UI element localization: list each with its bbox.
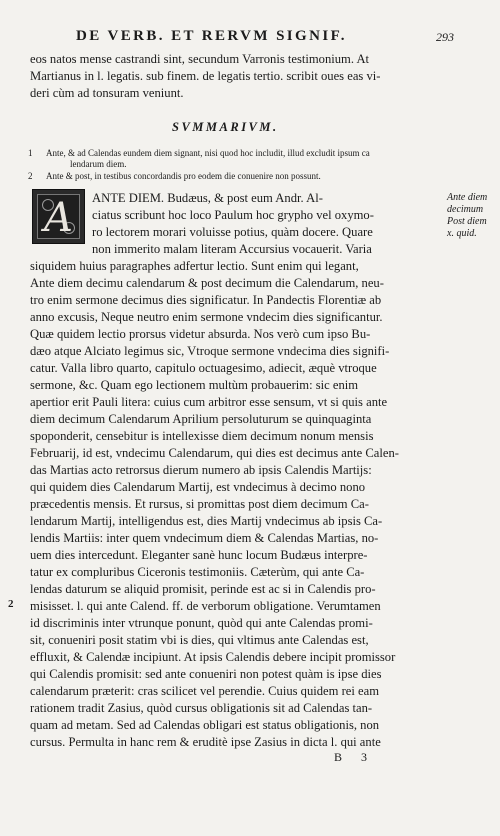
text-line: lendas daturum se aliquid promisit, perinde est ac si in Calendis pro- — [30, 582, 376, 596]
text-line: misisset. l. qui ante Calend. ff. de verborum obligatione. Verumtamen — [30, 599, 381, 613]
text-line: id discriminis inter vtrunque ponunt, quòd qui ante Calendas promi- — [30, 616, 373, 630]
text-line: spoponderit, censebitur is intellexisse diem decimum nonum mensis — [30, 429, 374, 443]
text-line: cursus. Permulta in hanc rem & eruditè ipse Zasius in dicta l. qui ante — [30, 735, 381, 749]
text-line: calendarum præterit: cras scilicet vel perendie. Cuius quidem rei eam — [30, 684, 379, 698]
summary-item-number: 1 — [28, 148, 33, 158]
text-line: siquidem huius paragraphes adfertur lectio. Sunt enim qui legant, — [30, 259, 359, 273]
text-line: uem dies intercedunt. Eleganter sanè hunc locum Budæus interpre- — [30, 548, 368, 562]
signature-mark: B 3 — [334, 750, 376, 764]
margin-note-line: Post diem — [447, 216, 487, 227]
page-number: 293 — [436, 30, 454, 44]
margin-note-line: Ante diem — [447, 192, 488, 203]
initial-letter: A — [44, 195, 73, 241]
text-line: catur. Valla libro quarto, capitulo octuagesimo, adiecit, æquè vtroque — [30, 361, 377, 375]
text-line: anno excusis, Neque neutro enim sermone vndecim dies significantur. — [30, 310, 383, 324]
text-line: apertior erit Pauli litera: cuius cum arbitror esse sensum, vt si quis ante — [30, 395, 388, 409]
text-line: ro lectorem morari voluisse potius, quàm docere. Quare — [92, 225, 373, 239]
summary-item-text: lendarum diem. — [70, 159, 127, 169]
running-title: DE VERB. ET RERVM SIGNIF. — [76, 28, 347, 44]
text-line: Februarij, id est, vndecimu Calendarum, qui dies est decimus ante Calen- — [30, 446, 399, 460]
text-line: tatur ex compluribus Ciceronis testimoniis. Cæterùm, qui ante Ca- — [30, 565, 365, 579]
text-line: sermone, &c. Quam ego lectionem multùm probauerim: sic enim — [30, 378, 359, 392]
text-line: tro enim sermone decimus dies significatur. In Pandectis Florentiæ ab — [30, 293, 382, 307]
text-line: ciatus scribunt hoc loco Paulum hoc grypho vel oxymo- — [92, 208, 374, 222]
text-line: eos natos mense castrandi sint, secundum Varronis testimonium. At — [30, 52, 370, 66]
text-line: sit, conueniri posit statim vbi is dies, qui vltimus ante Calendas est, — [30, 633, 369, 647]
margin-note — [447, 192, 499, 240]
text-line: non immerito malam literam Accursius vocauerit. Varia — [92, 242, 372, 256]
page-header — [0, 28, 500, 50]
decorated-initial — [32, 189, 85, 244]
text-line: ANTE DIEM. Budæus, & post eum Andr. Al- — [92, 191, 323, 205]
margin-note-line: decimum — [447, 204, 484, 215]
text-line: qui quidem dies Calendarum Martij, est vndecimus à decimo nono — [30, 480, 366, 494]
summary-item-text: Ante & post, in testibus concordandis pro eodem die conuenire non possunt. — [46, 171, 321, 181]
text-line: lendis Martiis: inter quem vndecimum diem & Calendas Martias, no- — [30, 531, 379, 545]
initial-frame — [37, 194, 80, 239]
text-line: quam ad metam. Sed ad Calendas obligari est status obligationis, non — [30, 718, 380, 732]
text-line: præcedentis mensis. Et rursus, si promittas post diem decimum Ca- — [30, 497, 369, 511]
text-line: rationem tradit Zasius, quòd cursus obligationis sit ad Calendas tan- — [30, 701, 373, 715]
text-line: das Martias acto retrorsus dierum numero ab ipsis Calendis Martijs: — [30, 463, 372, 477]
text-line: Martianus in l. legatis. sub finem. de legatis tertio. scribit oues eas vi- — [30, 69, 381, 83]
text-line: effluxit, & Calendæ incipiunt. At ipsis Calendis debere incipit promissor — [30, 650, 396, 664]
margin-note-line: x. quid. — [447, 228, 477, 239]
text-line: diem decimum Calendarum Aprilium persoluturum se quinquaginta — [30, 412, 372, 426]
margin-number: 2 — [8, 598, 14, 610]
summary-item-number: 2 — [28, 171, 33, 181]
text-line: Quæ quidem lectio prorsus videtur absurda. Nos verò cum ipso Bu- — [30, 327, 371, 341]
text-line: Ante diem decimu calendarum & post decimum die Calendarum, neu- — [30, 276, 384, 290]
text-line: qui Calendis promisit: sed ante conueniri non potest quàm is ipse dies — [30, 667, 382, 681]
text-line: lendarum Martij, intelligendus est, dies Martij vndecimus ab ipsis Ca- — [30, 514, 383, 528]
text-line: dæo atque Alciato legimus sic, Vtroque sermone vndecima dies signifi- — [30, 344, 390, 358]
summary-item-text: Ante, & ad Calendas eundem diem signant, nisi quod hoc includit, illud excludit ipsum ca — [46, 148, 370, 158]
text-line: deri cùm ad tonsuram veniunt. — [30, 86, 184, 100]
summary-heading: SVMMARIVM. — [172, 120, 279, 134]
